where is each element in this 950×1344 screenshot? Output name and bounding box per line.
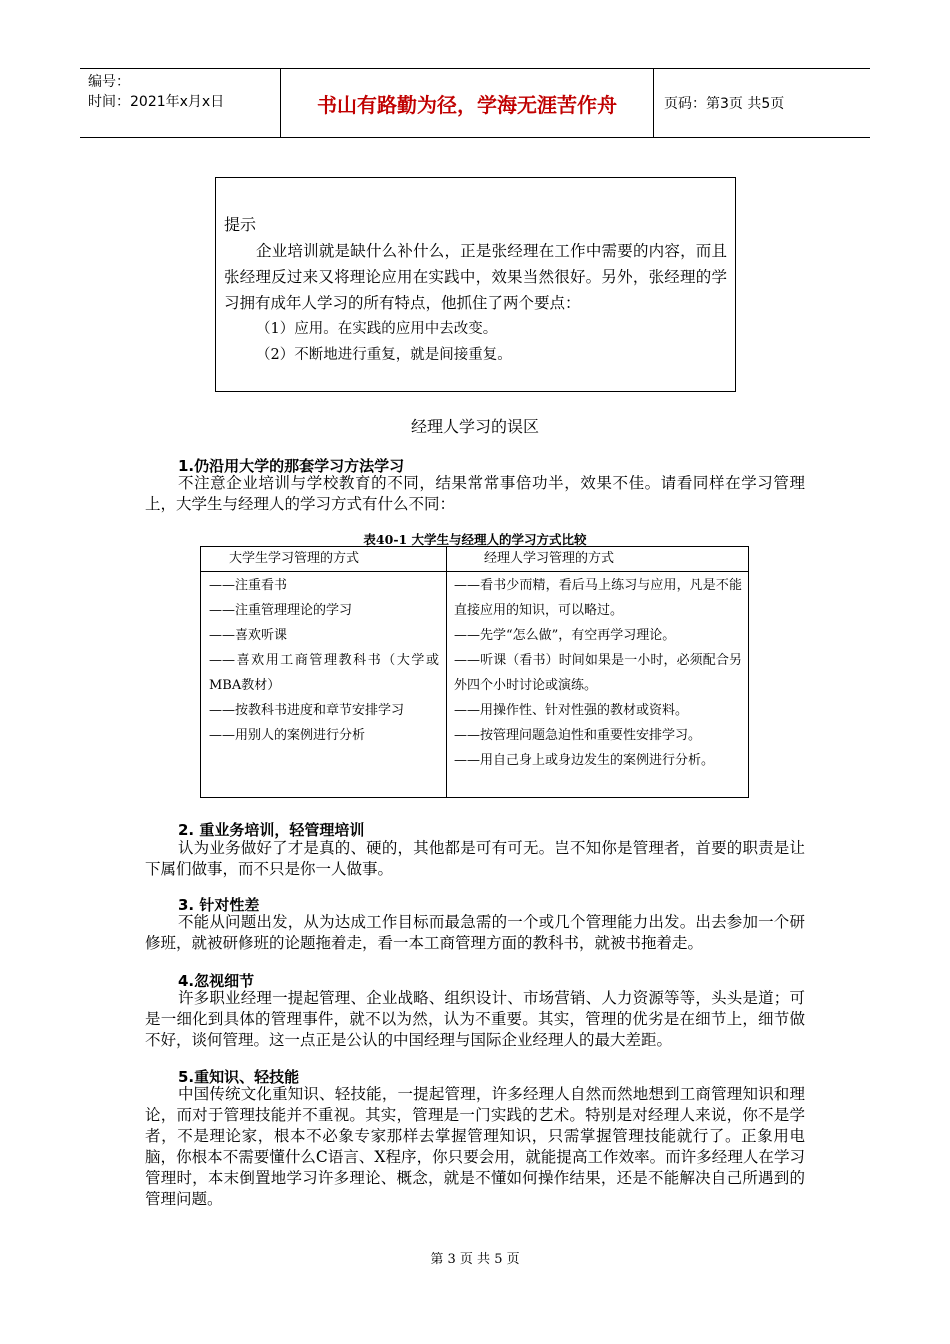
table-caption: 表40-1 大学生与经理人的学习方式比较 (363, 532, 587, 547)
paragraph-4: 许多职业经理一提起管理、企业战略、组织设计、市场营销、人力资源等等，头头是道；可是一细化到具体的管理事件，就不以为然，认为不重要。其实，管理的优劣是在细节上，细节做不好，谈何管理。这一点正是公认的中国经理与国际企业经理人的最大差距。 (145, 989, 805, 1049)
tip-body: 企业培训就是缺什么补什么，正是张经理在工作中需要的内容，而且张经理反过来又将理论应用在实践中，效果当然很好。另外，张经理的学习拥有成年人学习的所有特点，他抓住了两个要点： (224, 242, 727, 312)
header-motto: 书山有路勤为径，学海无涯苦作舟 (317, 92, 617, 117)
table-divider-horizontal (201, 571, 748, 572)
table-cell: ——用别人的案例进行分析 (209, 728, 366, 743)
tip-item-1: （1）应用。在实践的应用中去改变。 (256, 321, 498, 337)
header-meta (80, 69, 280, 137)
table-cell: ——按教科书进度和章节安排学习 (209, 703, 405, 718)
section-title: 经理人学习的误区 (410, 417, 539, 436)
header-motto-cell (280, 69, 654, 137)
time-label: 时间：2021年x月x日 (88, 94, 225, 110)
table-header-students: 大学生学习管理的方式 (229, 551, 360, 566)
table-cell: ——看书少而精，看后马上练习与应用，凡是不能直接应用的知识，可以略过。 (454, 578, 742, 618)
heading-1: 1.仍沿用大学的那套学习方法学习 (178, 457, 405, 475)
table-header-managers: 经理人学习管理的方式 (484, 551, 615, 566)
paragraph-3: 不能从问题出发，从为达成工作目标而最急需的一个或几个管理能力出发。出去参加一个研修班，就被研修班的论题拖着走，看一本工商管理方面的教科书，就被书拖着走。 (145, 913, 805, 952)
table-cell: ——按管理问题急迫性和重要性安排学习。 (454, 728, 702, 743)
tip-title: 提示 (224, 215, 257, 234)
table-cell: ——听课（看书）时间如果是一小时，必须配合另外四个小时讨论或演练。 (454, 653, 742, 693)
page-footer: 第 3 页 共 5 页 (430, 1252, 520, 1267)
table-column-managers (454, 573, 742, 773)
heading-3: 3. 针对性差 (178, 896, 260, 914)
header-page-info: 页码：第3页 共5页 (664, 96, 785, 112)
table-divider-vertical (446, 547, 447, 797)
number-label: 编号： (88, 74, 130, 90)
tip-box (215, 177, 736, 392)
page-header (80, 68, 870, 138)
paragraph-5: 中国传统文化重知识、轻技能，一提起管理，许多经理人自然而然地想到工商管理知识和理论，而对于管理技能并不重视。其实，管理是一门实践的艺术。特别是对经理人来说，你不是学者，不是理论家，根本不必象专家那样去掌握管理知识，只需掌握管理技能就行了。正象用电脑，你根本不需要懂什么C语言、X程序，你只要会用，就能提高工作效率。而许多经理人在学习管理时，本末倒置地学习许多理论、概念，就是不懂如何操作结果，还是不能解决自己所遇到的管理问题。 (145, 1085, 805, 1208)
table-cell: ——喜欢听课 (209, 628, 288, 643)
heading-2: 2. 重业务培训，轻管理培训 (178, 821, 365, 839)
table-cell: ——用自己身上或身边发生的案例进行分析。 (454, 753, 715, 768)
table-cell: ——注重管理理论的学习 (209, 603, 353, 618)
comparison-table (200, 546, 749, 798)
table-cell: ——喜欢用工商管理教科书（大学或MBA教材） (209, 653, 439, 693)
paragraph-1: 不注意企业培训与学校教育的不同，结果常常事倍功半，效果不佳。请看同样在学习管理上，大学生与经理人的学习方式有什么不同： (145, 474, 805, 513)
table-cell: ——注重看书 (209, 578, 288, 593)
table-cell: ——用操作性、针对性强的教材或资料。 (454, 703, 689, 718)
tip-item-2: （2）不断地进行重复，就是间接重复。 (256, 347, 512, 363)
table-column-students (209, 573, 439, 748)
table-cell: ——先学“怎么做”，有空再学习理论。 (454, 628, 676, 643)
heading-5: 5.重知识、轻技能 (178, 1068, 300, 1086)
paragraph-2: 认为业务做好了才是真的、硬的，其他都是可有可无。岂不知你是管理者，首要的职责是让下属们做事，而不只是你一人做事。 (145, 839, 805, 878)
heading-4: 4.忽视细节 (178, 972, 255, 990)
